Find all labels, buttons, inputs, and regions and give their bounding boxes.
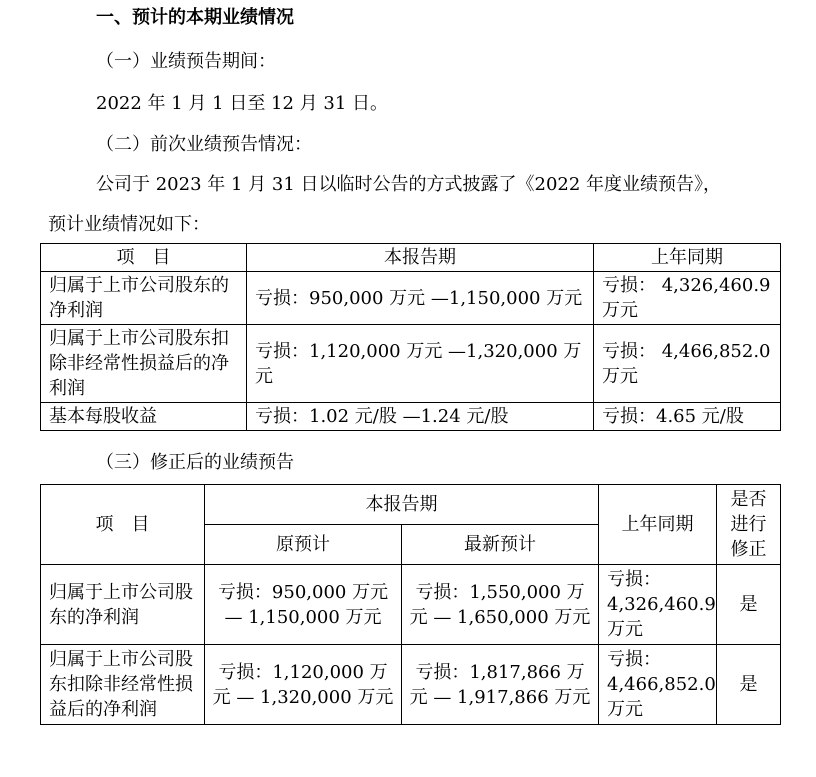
header-original-forecast: 原预计 <box>205 525 402 565</box>
table-header-row <box>41 485 781 525</box>
table-header-row <box>41 244 781 272</box>
table-row <box>41 272 781 325</box>
row-prior: 亏损：4,326,460.9 万元 <box>599 565 717 645</box>
header-current-period: 本报告期 <box>205 485 599 525</box>
previous-forecast-table <box>40 243 781 431</box>
header-revised: 是否进行修正 <box>717 485 781 565</box>
section-heading: 一、预计的本期业绩情况 <box>96 7 294 28</box>
row-item: 归属于上市公司股东的净利润 <box>41 565 205 645</box>
disclosure-paragraph: 公司于 2023 年 1 月 31 日以临时公告的方式披露了《2022 年度业绩预告》， <box>96 174 722 195</box>
subheading-period: （一）业绩预告期间： <box>96 51 276 72</box>
row-item: 归属于上市公司股东的净利润 <box>41 272 247 325</box>
row-latest: 亏损：1,550,000 万元 — 1,650,000 万元 <box>402 565 599 645</box>
row-prior: 亏损： 4,326,460.9 万元 <box>594 272 781 325</box>
subheading-revised-forecast: （三）修正后的业绩预告 <box>96 452 294 473</box>
row-prior: 亏损：4,466,852.0 万元 <box>599 645 717 725</box>
header-item: 项 目 <box>41 244 247 272</box>
row-prior: 亏损： 4,466,852.0 万元 <box>594 325 781 403</box>
period-text: 2022 年 1 月 1 日至 12 月 31 日。 <box>96 93 389 114</box>
row-item: 基本每股收益 <box>41 403 247 431</box>
table-row <box>41 645 781 725</box>
row-original: 亏损：950,000 万元 — 1,150,000 万元 <box>205 565 402 645</box>
header-item: 项 目 <box>41 485 205 565</box>
header-current-period: 本报告期 <box>247 244 594 272</box>
row-revised: 是 <box>717 645 781 725</box>
table-row <box>41 403 781 431</box>
row-current: 亏损：1,120,000 万元 —1,320,000 万元 <box>247 325 594 403</box>
table-row <box>41 565 781 645</box>
row-original: 亏损：1,120,000 万元 — 1,320,000 万元 <box>205 645 402 725</box>
row-item: 归属于上市公司股东扣除非经常性损益后的净利润 <box>41 645 205 725</box>
row-current: 亏损：1.02 元/股 —1.24 元/股 <box>247 403 594 431</box>
row-latest: 亏损：1,817,866 万元 — 1,917,866 万元 <box>402 645 599 725</box>
row-prior: 亏损：4.65 元/股 <box>594 403 781 431</box>
table-row <box>41 325 781 403</box>
row-revised: 是 <box>717 565 781 645</box>
row-current: 亏损：950,000 万元 —1,150,000 万元 <box>247 272 594 325</box>
disclosure-paragraph-cont: 预计业绩情况如下： <box>48 214 210 235</box>
header-prior-period: 上年同期 <box>594 244 781 272</box>
header-prior-period: 上年同期 <box>599 485 717 565</box>
header-latest-forecast: 最新预计 <box>402 525 599 565</box>
subheading-previous-forecast: （二）前次业绩预告情况： <box>96 134 312 155</box>
revised-forecast-table <box>40 484 781 725</box>
row-item: 归属于上市公司股东扣除非经常性损益后的净利润 <box>41 325 247 403</box>
